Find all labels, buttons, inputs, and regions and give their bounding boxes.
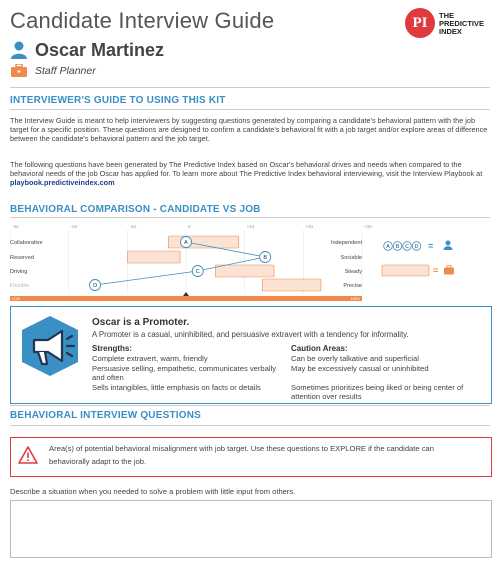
legend-equals: = [433, 265, 439, 276]
legend-factor-label: A [386, 244, 390, 250]
axis-bar [10, 296, 362, 301]
factor-marker-label: B [263, 255, 268, 261]
factor-marker-label: A [184, 240, 188, 246]
legend-briefcase-icon [444, 268, 454, 275]
strengths-heading: Strengths: [92, 344, 132, 353]
playbook-link[interactable]: playbook.predictiveindex.com [10, 178, 115, 187]
caution-item: Can be overly talkative and superficial [291, 354, 419, 363]
scale-label: 0 [188, 224, 191, 229]
left-factor-label: Driving [10, 269, 28, 275]
strength-item: Complete extravert, warm, friendly [92, 354, 208, 363]
caution-item: Sometimes prioritizes being liked or being center of attention over results [291, 383, 464, 401]
legend-equals: = [428, 241, 434, 251]
legend-person-icon-body [444, 246, 453, 250]
answer-notes-box[interactable] [10, 500, 492, 558]
chart-scale [12, 224, 372, 229]
right-factor-label: Precise [343, 283, 362, 289]
alert-text: Area(s) of potential behavioral misalignment with job target. Use these questions to EXPLORE if the candidate can behaviorally adapt to the job. [49, 444, 434, 466]
axis-high-label: HIGH [351, 297, 360, 301]
predictive-index-logo [405, 8, 495, 40]
warning-icon [18, 446, 38, 464]
job-range-band [127, 251, 180, 263]
legend-briefcase-handle [447, 266, 451, 268]
logo-text-line-2: PREDICTIVE [439, 19, 485, 28]
candidate-name: Oscar Martinez [35, 40, 165, 60]
profile-title: Oscar is a Promoter. [92, 317, 190, 328]
comparison-heading: BEHAVIORAL COMPARISON - CANDIDATE VS JOB [10, 204, 261, 215]
divider [10, 109, 490, 110]
factor-connector-line [95, 242, 268, 285]
briefcase-icon [11, 64, 27, 77]
job-range-band [215, 265, 274, 277]
legend-factor-label: C [405, 244, 409, 250]
scale-label: +3σ [364, 224, 372, 229]
logo-wordmark [439, 12, 495, 36]
person-icon [11, 41, 27, 59]
caution-heading: Caution Areas: [291, 344, 348, 353]
scale-label: +1σ [246, 224, 255, 229]
behavioral-comparison-chart [10, 222, 490, 306]
chart-legend [382, 241, 454, 277]
scale-label: -3σ [12, 224, 19, 229]
legend-factor-label: B [395, 244, 400, 250]
left-factor-label: Flexible [10, 283, 30, 289]
divider [10, 217, 490, 218]
job-title: Staff Planner [35, 65, 96, 77]
scale-label: -1σ [129, 224, 137, 229]
legend-person-icon [446, 241, 451, 246]
logo-text-line-1: THE [439, 11, 454, 20]
factor-marker-label: C [195, 269, 200, 275]
left-factor-label: Collaborative [10, 240, 43, 246]
logo-text-line-3: INDEX [439, 27, 462, 36]
scale-label: +2σ [305, 224, 314, 229]
right-factor-label: Sociable [340, 255, 362, 261]
divider [10, 87, 490, 88]
right-factor-label: Steady [344, 269, 362, 275]
scale-label: -2σ [70, 224, 78, 229]
strength-item: Persuasive selling, empathetic, communicates verbally and often [92, 364, 277, 382]
axis-low-label: LOW [12, 297, 21, 301]
megaphone-icon [18, 314, 82, 378]
guide-paragraph-2 [10, 160, 488, 187]
right-factor-label: Independent [330, 240, 362, 246]
guide-heading: INTERVIEWER'S GUIDE TO USING THIS KIT [10, 95, 226, 106]
axis-midpoint-marker [183, 292, 189, 296]
strength-item: Sells intangibles, little emphasis on facts or details [92, 383, 261, 392]
guide-paragraph-2-text: The following questions have been generated by The Predictive Index based on Oscar's behavioral drives and needs when compared to the behavioral needs of the job Oscar has applied for. To learn more about The Predictive Index behavioral interviewing, visit the Interview Playbook at [10, 160, 483, 178]
divider [10, 425, 490, 426]
chart-job-bands [127, 236, 321, 291]
divider [10, 405, 490, 406]
chart-connector [95, 242, 268, 285]
left-factor-label: Reserved [10, 255, 34, 261]
profile-description: A Promoter is a casual, uninhibited, and persuasive extravert with a tendency for informality. [92, 330, 409, 339]
chart-axis [10, 292, 362, 301]
interview-question: Describe a situation when you needed to solve a problem with little input from others. [10, 487, 296, 496]
caution-item: May be excessively casual or uninhibited [291, 364, 429, 373]
factor-marker-label: D [93, 283, 98, 289]
legend-factor-label: D [414, 244, 419, 250]
questions-heading: BEHAVIORAL INTERVIEW QUESTIONS [10, 410, 202, 421]
job-range-band [262, 279, 321, 291]
guide-paragraph-1: The Interview Guide is meant to help interviewers by suggesting questions generated by comparing a candidate's behavioral pattern with the job target for a specific position. These questions are designed to confirm a candidate's behavioral fit with a job target and/or explore areas of difference between the candidate's behavioral pattern and the job target. [10, 116, 488, 143]
logo-mark: PI [405, 8, 435, 38]
legend-job-band [382, 265, 429, 276]
job-range-band [168, 236, 238, 248]
page-title: Candidate Interview Guide [10, 8, 275, 33]
